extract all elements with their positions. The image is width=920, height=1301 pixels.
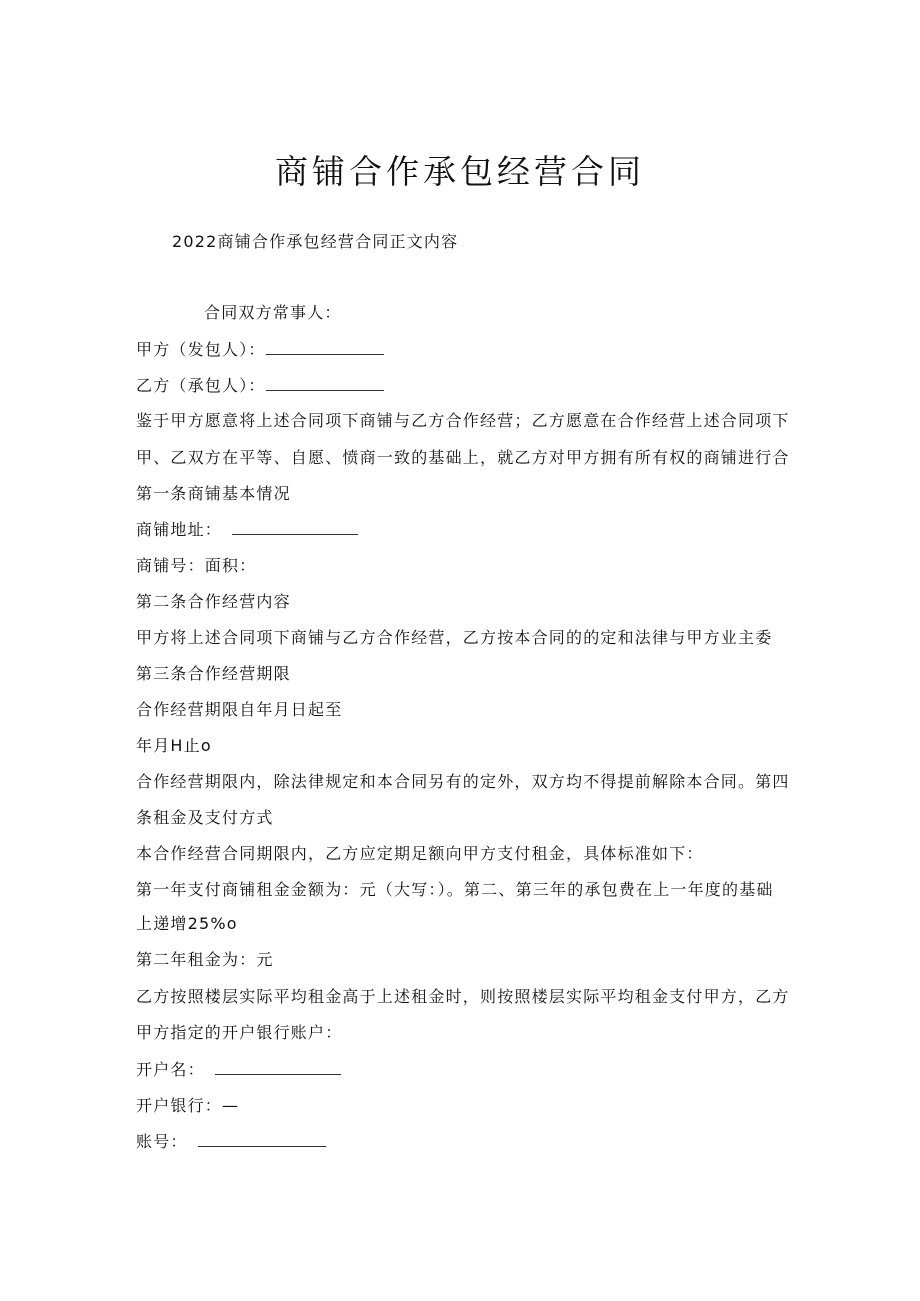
parties-heading: 合同双方常事人： bbox=[204, 303, 342, 322]
term-line-3: 合作经营期限内，除法律规定和本合同另有的定外，双方均不得提前解除本合同。第四 bbox=[136, 772, 790, 791]
account-no-line bbox=[136, 1132, 326, 1152]
address-line bbox=[136, 520, 358, 540]
shop-no-line: 商铺号：面积： bbox=[136, 556, 257, 575]
term-line-2: 年月H止o bbox=[136, 736, 212, 755]
document-title: 商铺合作承包经营合同 bbox=[275, 152, 645, 191]
article-4-heading: 条租金及支付方式 bbox=[136, 808, 274, 827]
address-label: 商铺地址： bbox=[136, 520, 223, 539]
party-b-line bbox=[136, 376, 384, 396]
recital-line-2: 甲、乙双方在平等、自愿、愤商一致的基础上，就乙方对甲方拥有所有权的商铺进行合 bbox=[136, 448, 790, 467]
party-b-label: 乙方（承包人）： bbox=[136, 376, 266, 395]
term-line-1: 合作经营期限自年月日起至 bbox=[136, 700, 343, 719]
rent-line-5: 乙方按照楼层实际平均租金高于上述租金时，则按照楼层实际平均租金支付甲方，乙方 bbox=[136, 987, 790, 1006]
rent-line-3: 上递增25%o bbox=[136, 914, 238, 933]
bank-line: 开户银行：— bbox=[136, 1096, 240, 1115]
article-2-heading: 第二条合作经营内容 bbox=[136, 592, 291, 611]
article-3-heading: 第三条合作经营期限 bbox=[136, 664, 291, 683]
party-a-line bbox=[136, 340, 384, 360]
account-name-line bbox=[136, 1060, 341, 1080]
account-name-label: 开户名： bbox=[136, 1060, 205, 1079]
rent-line-2: 第一年支付商铺租金金额为：元（大写：）。第二、第三年的承包费在上一年度的基础 bbox=[136, 880, 774, 899]
document-subtitle: 2022商铺合作承包经营合同正文内容 bbox=[172, 232, 459, 251]
account-name-blank bbox=[215, 1060, 341, 1075]
party-a-label: 甲方（发包人）： bbox=[136, 340, 266, 359]
party-b-blank bbox=[266, 376, 384, 391]
address-blank bbox=[232, 520, 358, 535]
bank-intro-line: 甲方指定的开户银行账户： bbox=[136, 1023, 343, 1042]
rent-line-1: 本合作经营合同期限内，乙方应定期足额向甲方支付租金，具体标准如下： bbox=[136, 844, 704, 863]
account-no-blank bbox=[198, 1132, 326, 1147]
recital-line-1: 鉴于甲方愿意将上述合同项下商铺与乙方合作经营；乙方愿意在合作经营上述合同项下 bbox=[136, 411, 790, 430]
article-1-heading: 第一条商铺基本情况 bbox=[136, 484, 291, 503]
account-no-label: 账号： bbox=[136, 1132, 188, 1151]
rent-line-4: 第二年租金为：元 bbox=[136, 950, 274, 969]
content-line-1: 甲方将上述合同项下商铺与乙方合作经营，乙方按本合同的的定和法律与甲方业主委 bbox=[136, 628, 773, 647]
party-a-blank bbox=[266, 340, 384, 355]
